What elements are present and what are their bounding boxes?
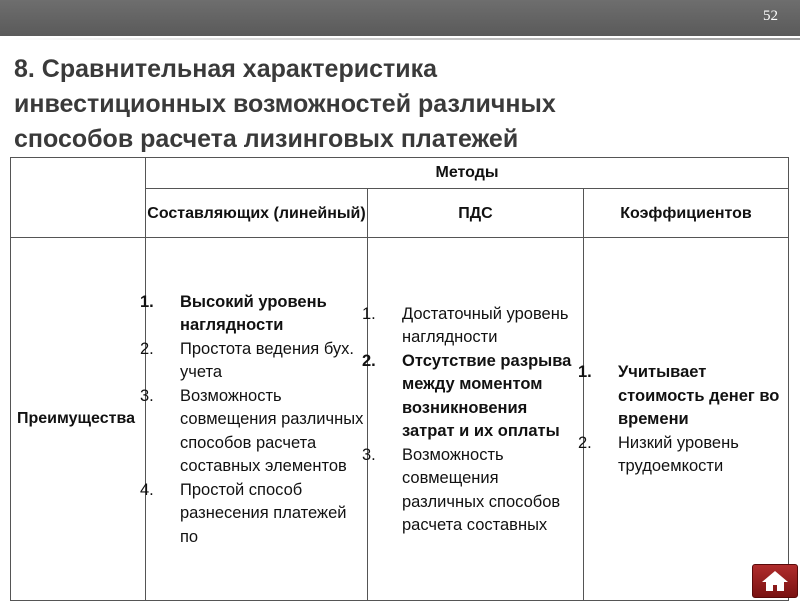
empty-corner-cell [11,158,146,238]
list-item-text: Возможность совмещения различных способов расчета составных элементов [180,386,364,476]
top-bar-divider [0,38,800,40]
list-item [578,432,788,479]
list-item [140,338,367,385]
list-item-number: 4. [140,480,154,499]
slide-title [14,52,754,157]
advantages-list-linear [140,291,367,550]
row-label-advantages: Преимущества [11,238,146,601]
column-header-coefficients: Коэффициентов [584,189,789,238]
comparison-table [10,157,789,601]
home-button[interactable] [752,564,798,598]
list-item-number: 2. [362,351,376,370]
home-icon [760,569,790,593]
list-item [140,479,367,550]
list-item-number: 1. [140,292,154,311]
cell-pds-advantages [362,238,584,601]
advantages-list-coefficients [578,361,788,479]
list-item-number: 1. [362,304,376,323]
list-item-number: 3. [362,445,376,464]
cell-linear-advantages [140,238,368,601]
column-header-linear: Составляющих (линейный) [146,189,368,238]
list-item-number: 2. [140,339,154,358]
title-line: 8. Сравнительная характеристика [14,55,438,83]
list-item-text: Простота ведения бух. учета [180,339,354,382]
list-item-text: Высокий уровень наглядности [180,292,327,335]
list-item [140,385,367,479]
column-header-pds: ПДС [368,189,584,238]
list-item-number: 1. [578,363,592,382]
list-item-number: 2. [578,433,592,452]
cell-coefficients-advantages [578,238,789,601]
methods-header: Методы [146,158,789,189]
list-item-text: Низкий уровень трудоемкости [618,433,739,476]
slide-top-bar [0,0,800,36]
list-item-number: 3. [140,386,154,405]
list-item-text: Возможность совмещения различных способов расчета составных [402,445,561,534]
list-item [578,361,788,432]
list-item [362,444,583,538]
title-line: инвестиционных возможностей различных [14,90,556,118]
advantages-list-pds [362,303,583,538]
list-item-text: Отсутствие разрыва между моментом возникновения затрат и их оплаты [402,351,572,440]
list-item [362,303,583,350]
list-item-text: Простой способ разнесения платежей по [180,480,347,546]
title-line: способов расчета лизинговых платежей [14,125,519,153]
page-number: 52 [763,8,778,24]
list-item-text: Достаточный уровень наглядности [402,304,569,346]
list-item [140,291,367,338]
list-item-text: Учитывает стоимость денег во времени [618,363,780,429]
list-item [362,350,583,444]
